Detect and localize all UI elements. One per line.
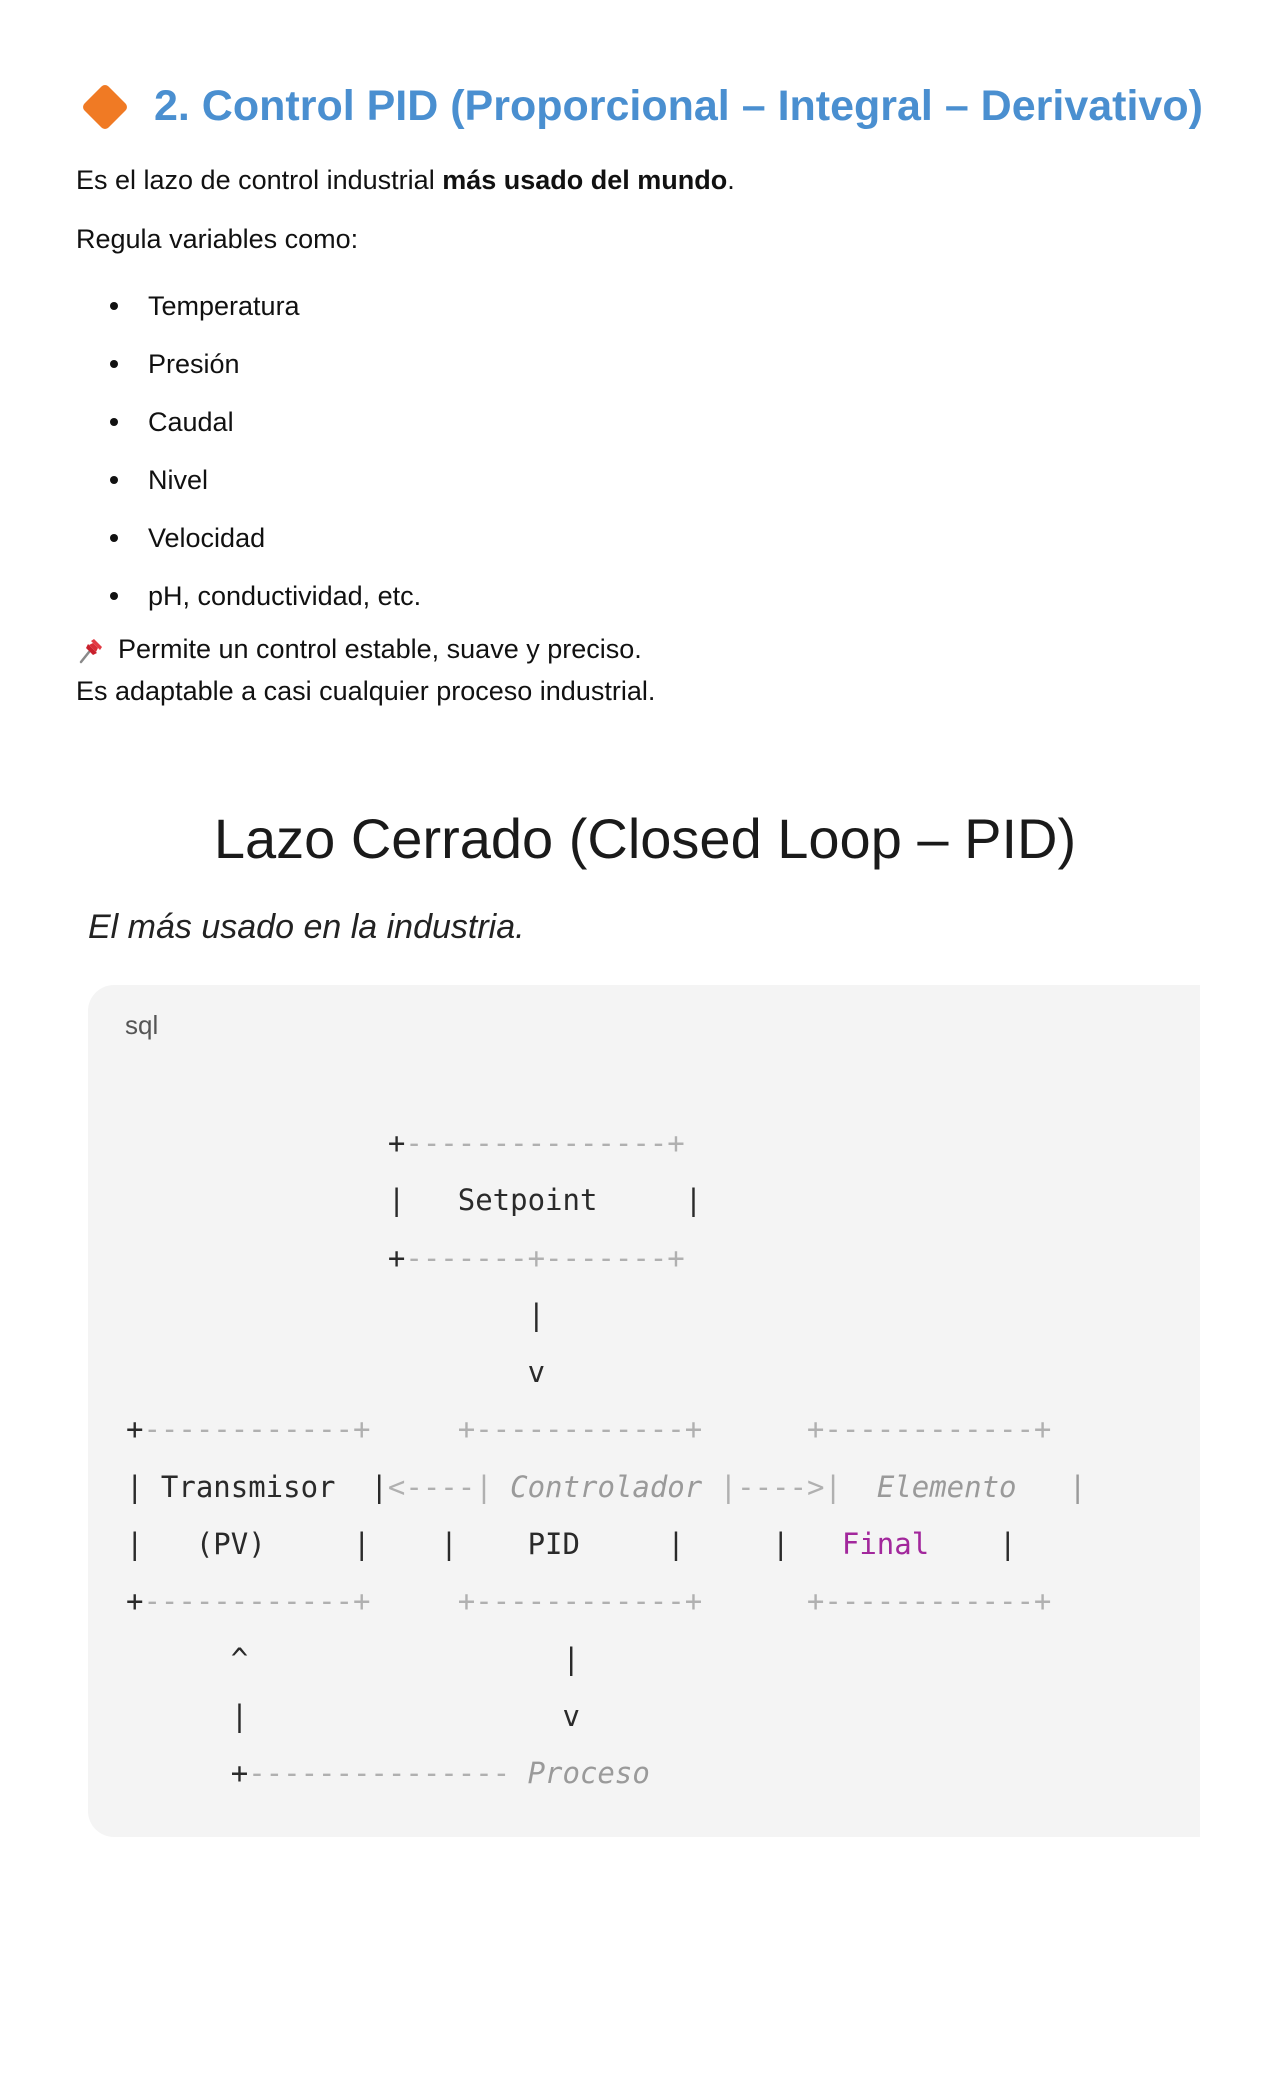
list-item-label: Nivel — [148, 464, 209, 495]
bullet-icon — [110, 476, 118, 484]
list-item-label: pH, conductividad, etc. — [148, 580, 422, 611]
list-item — [110, 335, 421, 393]
ascii-diagram: +---------------+ | Setpoint | +-------+-------+ | v +------------+ +------------+ +------------+ | Transmisor |<----| Controlador |---->| Elemento | | (PV) | | PID | | Final | +------------+ +------------+ +------------+ ^ | | v +--------------- Proceso — [126, 1126, 1087, 1791]
list-item — [110, 451, 421, 509]
heading-text: 2. Control PID (Proporcional – Integral – Derivativo) — [154, 82, 1203, 130]
list-item — [110, 509, 421, 567]
regula-label: Regula variables como: — [76, 224, 359, 254]
figure-subtitle: El más usado en la industria. — [88, 908, 525, 946]
elemento-label: Elemento — [876, 1469, 1017, 1504]
setpoint-label: Setpoint — [457, 1183, 598, 1218]
variables-list — [110, 277, 421, 625]
intro-bold: más usado del mundo — [442, 165, 728, 195]
note-line-2: Es adaptable a casi cualquier proceso industrial. — [76, 676, 656, 706]
pushpin-icon — [76, 635, 106, 665]
proceso-label: Proceso — [527, 1756, 650, 1791]
intro-text: Es el lazo de control industrial — [76, 165, 443, 195]
bullet-icon — [110, 418, 118, 426]
list-item-label: Velocidad — [148, 522, 266, 553]
bullet-icon — [110, 360, 118, 368]
pid-label: PID — [527, 1527, 580, 1562]
final-label: Final — [841, 1527, 930, 1562]
list-item-label: Temperatura — [148, 290, 300, 321]
bullet-icon — [110, 592, 118, 600]
intro-end: . — [727, 165, 735, 195]
intro-paragraph — [76, 165, 735, 196]
list-item — [110, 567, 421, 625]
bullet-icon — [110, 534, 118, 542]
list-item — [110, 393, 421, 451]
note-line-1 — [76, 634, 642, 665]
bullet-icon — [110, 302, 118, 310]
controlador-label: Controlador — [510, 1469, 703, 1504]
list-item-label: Presión — [148, 348, 240, 379]
list-item — [110, 277, 421, 335]
pv-label: (PV) — [195, 1527, 266, 1562]
section-heading — [82, 82, 1203, 131]
code-language-label: sql — [125, 1010, 159, 1040]
figure-title: Lazo Cerrado (Closed Loop – PID) — [213, 807, 1077, 870]
note-text-1: Permite un control estable, suave y preciso. — [118, 634, 642, 664]
transmisor-label: Transmisor — [160, 1469, 336, 1504]
orange-diamond-icon — [81, 82, 129, 130]
list-item-label: Caudal — [148, 406, 234, 437]
